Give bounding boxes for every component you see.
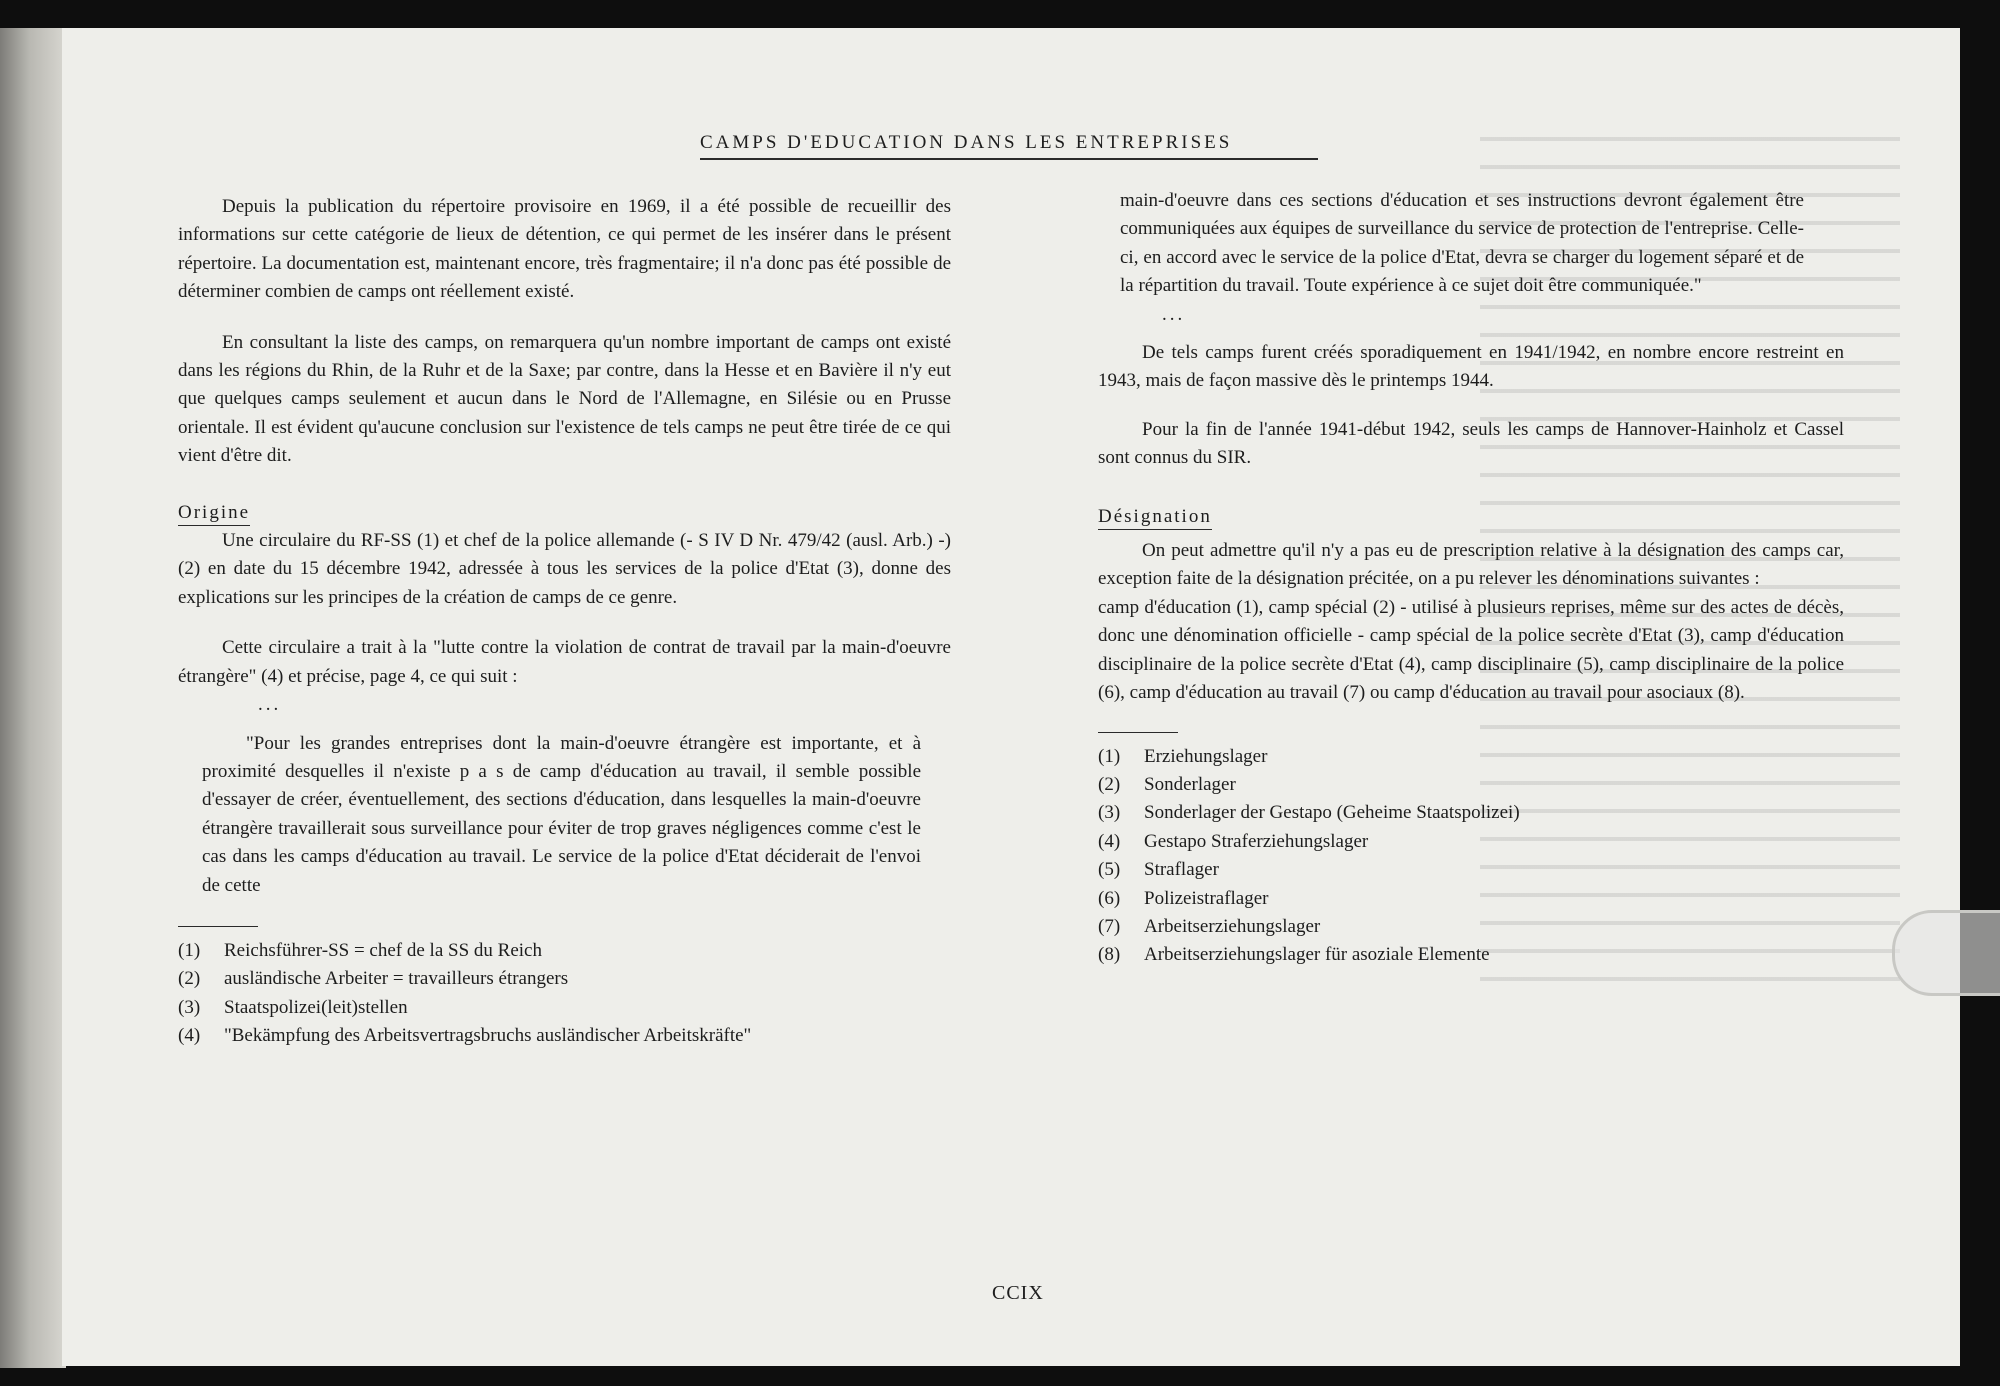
footnote-rule bbox=[178, 926, 258, 927]
left-column bbox=[178, 193, 951, 1051]
intro-paragraph: Depuis la publication du répertoire provisoire en 1969, il a été possible de recueillir des informations sur cette catégorie de lieux de détention, ce qui permet de les insérer dans le présent répertoire. La documentation est, maintenant encore, très fragmentaire; il n'a donc pas été possible de déterminer combien de camps ont réellement existé. bbox=[178, 196, 951, 303]
footnote: (8) Arbeitserziehungslager für asoziale Elemente bbox=[1098, 944, 1490, 966]
designation-heading: Désignation bbox=[1098, 505, 1212, 530]
designation-paragraph-1: On peut admettre qu'il n'y a pas eu de prescription relative à la désignation des camps car, exception faite de la désignation précitée, on a pu relever les dénominations suivantes : bbox=[1098, 540, 1844, 590]
regions-paragraph: En consultant la liste des camps, on remarquera qu'un nombre important de camps ont existé dans les régions du Rhin, de la Ruhr et de la Saxe; par contre, dans la Hesse et en Bavière il n'y eut que quelques camps seulement et aucun dans le Nord de l'Allemagne, en Silésie ou en Prusse orientale. Il est évident qu'aucune conclusion sur l'existence de tels camps ne peut être tirée de ce qui vient d'être dit. bbox=[178, 331, 951, 467]
footnote: (5) Straflager bbox=[1098, 859, 1219, 881]
paper-clip bbox=[1892, 910, 2000, 996]
footnote: (4) "Bekämpfung des Arbeitsvertragsbruchs ausländischer Arbeitskräfte" bbox=[178, 1025, 752, 1047]
footnote: (2) Sonderlager bbox=[1098, 773, 1236, 795]
left-footnotes bbox=[178, 937, 951, 1051]
page-number: CCIX bbox=[992, 1282, 1044, 1304]
footnote: (1) Reichsführer-SS = chef de la SS du Reich bbox=[178, 939, 542, 961]
origin-paragraph-1: Une circulaire du RF-SS (1) et chef de la police allemande (- S IV D Nr. 479/42 (ausl. Arb.) -) (2) en date du 15 décembre 1942, adressée à tous les services de la police d'Etat (3), donne des explications sur les principes de la création de camps de ce genre. bbox=[178, 530, 951, 608]
ellipsis: ... bbox=[258, 694, 282, 716]
ellipsis: ... bbox=[1162, 303, 1186, 325]
origin-heading: Origine bbox=[178, 501, 250, 526]
circular-quote: "Pour les grandes entreprises dont la main-d'oeuvre étrangère est importante, et à proximité desquelles il n'existe p a s de camp d'éducation au travail, il semble possible d'essayer de créer, éventuellement, des sections d'éducation, dans lesquelles la main-d'oeuvre étrangère travaillerait sous surveillance pour éviter de trop graves négligences comme c'est le cas dans les camps d'éducation au travail. Le service de la police d'Etat déciderait de l'envoi de cette bbox=[202, 732, 921, 896]
footnote: (3) Sonderlager der Gestapo (Geheime Staatspolizei) bbox=[1098, 802, 1520, 824]
designation-paragraph-2: camp d'éducation (1), camp spécial (2) - utilisé à plusieurs reprises, même sur des actes de décès, donc une dénomination officielle - camp spécial de la police secrète d'Etat (3), camp d'éducation disciplinaire de la police secrète d'Etat (4), camp disciplinaire (5), camp disciplinaire de la police (6), camp d'éducation au travail (7) ou camp d'éducation au travail pour asociaux (8). bbox=[1098, 596, 1844, 704]
footnote: (4) Gestapo Straferziehungslager bbox=[1098, 830, 1369, 852]
footnote: (7) Arbeitserziehungslager bbox=[1098, 915, 1321, 937]
page-title: CAMPS D'EDUCATION DANS LES ENTREPRISES bbox=[700, 132, 1318, 160]
footnote-rule bbox=[1098, 732, 1178, 733]
dates-paragraph: De tels camps furent créés sporadiquement en 1941/1942, en nombre encore restreint en 1943, mais de façon massive dès le printemps 1944. bbox=[1098, 342, 1844, 392]
known-camps-paragraph: Pour la fin de l'année 1941-début 1942, seuls les camps de Hannover-Hainholz et Cassel sont connus du SIR. bbox=[1098, 418, 1844, 469]
footnote: (3) Staatspolizei(leit)stellen bbox=[178, 996, 408, 1018]
right-column bbox=[1098, 187, 1844, 970]
footnote: (1) Erziehungslager bbox=[1098, 745, 1268, 767]
book-spine-edge bbox=[0, 28, 66, 1368]
footnote: (6) Polizeistraflager bbox=[1098, 887, 1269, 909]
origin-paragraph-2: Cette circulaire a trait à la "lutte contre la violation de contrat de travail par la main-d'oeuvre étrangère" (4) et précise, page 4, ce qui suit : bbox=[178, 637, 951, 687]
right-footnotes bbox=[1098, 743, 1844, 970]
footnote: (2) ausländische Arbeiter = travailleurs étrangers bbox=[178, 968, 569, 990]
quote-continued: main-d'oeuvre dans ces sections d'éducation et ses instructions devront également être communiquées aux équipes de surveillance du service de protection de l'entreprise. Celle-ci, en accord avec le service de la police d'Etat, devra se charger du logement séparé et de la répartition du travail. Toute expérience à ce sujet doit être communiquée." bbox=[1120, 190, 1804, 297]
